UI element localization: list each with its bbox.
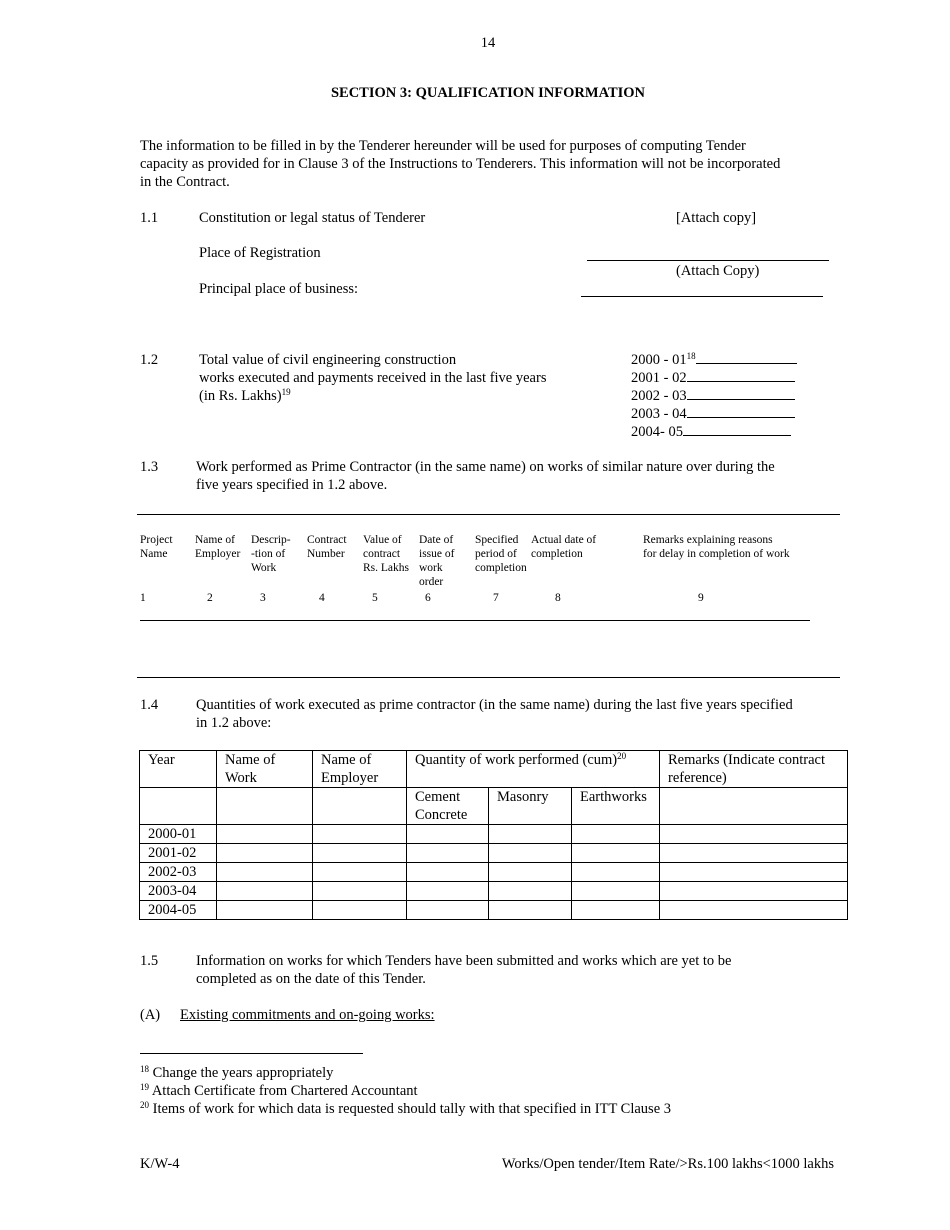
footer-right: Works/Open tender/Item Rate/>Rs.100 lakhs<1000 lakhs: [501, 1156, 834, 1172]
header-name-of-work: [217, 751, 313, 788]
year-label: 2004- 05: [631, 424, 683, 440]
year-cell: 2001-02: [140, 844, 217, 863]
col-number: 8: [555, 592, 561, 604]
col-number: 4: [319, 592, 325, 604]
existing-commitments-heading: Existing commitments and on-going works:: [180, 1007, 435, 1023]
registration-blank-line[interactable]: [587, 260, 829, 261]
col-number: 5: [372, 592, 378, 604]
header-remarks: [660, 751, 848, 788]
footnote-20: [140, 1100, 671, 1118]
table-cell[interactable]: [217, 863, 313, 882]
year-value-row: [631, 351, 797, 369]
col-number: 9: [698, 592, 704, 604]
table-cell[interactable]: [660, 788, 848, 825]
table-cell[interactable]: [572, 901, 660, 920]
table-bottom-rule: [137, 677, 840, 678]
header-line: Name of: [225, 752, 276, 768]
col-header-line: Work: [251, 562, 277, 574]
table-cell[interactable]: [660, 901, 848, 920]
year-cell: 2002-03: [140, 863, 217, 882]
col-header-line: Specified: [475, 534, 519, 546]
year-value-row: [631, 405, 797, 423]
col-header-line: Date of: [419, 534, 454, 546]
year-value-blank[interactable]: [687, 369, 795, 382]
table-cell[interactable]: [313, 788, 407, 825]
table-cell[interactable]: [660, 825, 848, 844]
table-cell[interactable]: [313, 825, 407, 844]
footnote-separator: [140, 1053, 363, 1054]
col-header-line: Name: [140, 548, 168, 560]
table-cell[interactable]: [572, 882, 660, 901]
item-number-1-2: 1.2: [140, 352, 159, 368]
header-line: Remarks (Indicate contract: [668, 752, 826, 768]
quantities-line: Quantities of work executed as prime contractor (in the same name) during the last five years specified: [196, 697, 793, 713]
constitution-label: Constitution or legal status of Tenderer: [199, 210, 426, 226]
quantities-description: [196, 696, 793, 732]
header-line: Work: [225, 770, 257, 786]
col-number: 3: [260, 592, 266, 604]
principal-place-blank-line[interactable]: [581, 296, 823, 297]
year-cell: 2000-01: [140, 825, 217, 844]
table-cell[interactable]: [572, 863, 660, 882]
prime-contractor-line: five years specified in 1.2 above.: [196, 477, 388, 493]
tenders-line: Information on works for which Tenders have been submitted and works which are yet to be: [196, 953, 732, 969]
col-header-contract-number: [307, 533, 347, 561]
tenders-submitted-description: [196, 952, 731, 988]
year-cell: 2003-04: [140, 882, 217, 901]
prime-contractor-description: [196, 458, 775, 494]
principal-place-label: Principal place of business:: [199, 281, 359, 297]
table-cell[interactable]: [217, 788, 313, 825]
header-quantity-text: Quantity of work performed (cum): [415, 752, 618, 768]
col-header-line: contract: [363, 548, 401, 560]
table-cell[interactable]: [572, 825, 660, 844]
year-label: 2002 - 03: [631, 388, 687, 404]
header-line: Cement: [415, 789, 461, 805]
table-cell[interactable]: [313, 844, 407, 863]
col-header-line: for delay in completion of work: [643, 548, 790, 560]
table-cell[interactable]: [572, 844, 660, 863]
table-cell[interactable]: [217, 825, 313, 844]
col-header-remarks: [643, 533, 790, 561]
total-value-line: works executed and payments received in the last five years: [199, 370, 547, 386]
quantities-line: in 1.2 above:: [196, 715, 272, 731]
col-header-actual-date: [531, 533, 596, 561]
year-value-blank[interactable]: [683, 423, 791, 436]
footnote-text: Items of work for which data is requested should tally with that specified in ITT Clause 3: [152, 1101, 672, 1117]
col-header-value-of-contract: [363, 533, 409, 575]
footnote-ref-20: 20: [617, 751, 627, 761]
year-value-blank[interactable]: [687, 405, 795, 418]
header-earthworks: Earthworks: [572, 788, 660, 825]
footnote-18: [140, 1064, 333, 1082]
col-header-line: Name of: [195, 534, 235, 546]
item-number-1-1: 1.1: [140, 210, 159, 226]
col-header-line: Rs. Lakhs: [363, 562, 409, 574]
year-value-row: [631, 387, 797, 405]
year-label: 2000 - 01: [631, 352, 687, 368]
table-header-rule: [140, 620, 810, 621]
header-line: Name of: [321, 752, 372, 768]
total-value-description: [199, 351, 546, 405]
footnote-number: 20: [140, 1100, 149, 1110]
year-cell: 2004-05: [140, 901, 217, 920]
total-value-line-text: (in Rs. Lakhs): [199, 388, 282, 404]
col-header-line: Project: [140, 534, 173, 546]
table-cell[interactable]: [217, 882, 313, 901]
col-header-line: completion: [531, 548, 583, 560]
header-cement-concrete: [407, 788, 489, 825]
table-cell[interactable]: [407, 901, 489, 920]
intro-line: capacity as provided for in Clause 3 of the Instructions to Tenderers. This information will not be incorporated: [140, 156, 781, 172]
intro-line: The information to be filled in by the Tenderer hereunder will be used for purposes of computing Tender: [140, 138, 746, 154]
col-header-line: Contract: [307, 534, 347, 546]
col-header-name-of-employer: [195, 533, 240, 561]
section-title: SECTION 3: QUALIFICATION INFORMATION: [330, 85, 646, 101]
header-year: Year: [140, 751, 217, 788]
table-cell[interactable]: [313, 882, 407, 901]
header-name-of-employer: [313, 751, 407, 788]
col-header-specified-period: [475, 533, 527, 575]
col-header-date-of-issue: [419, 533, 454, 589]
year-label: 2001 - 02: [631, 370, 687, 386]
tenders-line: completed as on the date of this Tender.: [196, 971, 426, 987]
intro-line: in the Contract.: [140, 174, 230, 190]
col-header-line: -tion of: [251, 548, 286, 560]
total-value-line: Total value of civil engineering construction: [199, 352, 457, 368]
attach-copy-note-2: (Attach Copy): [676, 263, 760, 279]
col-header-line: Value of: [363, 534, 402, 546]
table-cell[interactable]: [489, 825, 572, 844]
col-header-line: order: [419, 576, 444, 588]
table-cell[interactable]: [407, 825, 489, 844]
table-cell[interactable]: [217, 844, 313, 863]
col-header-line: period of: [475, 548, 517, 560]
header-masonry: Masonry: [489, 788, 572, 825]
header-line: Concrete: [415, 807, 468, 823]
place-of-registration-label: Place of Registration: [199, 245, 321, 261]
prime-contractor-line: Work performed as Prime Contractor (in the same name) on works of similar nature over during the: [196, 459, 775, 475]
item-number-1-3: 1.3: [140, 459, 159, 475]
col-header-line: Employer: [195, 548, 241, 560]
table-cell[interactable]: [660, 882, 848, 901]
item-number-1-4: 1.4: [140, 697, 159, 713]
quantities-table: [139, 750, 848, 920]
footnote-text: Change the years appropriately: [152, 1065, 334, 1081]
footnote-number: 18: [140, 1064, 149, 1074]
year-value-row: [631, 369, 797, 387]
header-quantity: [407, 751, 660, 788]
year-value-list: [631, 351, 797, 441]
sub-item-label: (A): [140, 1007, 161, 1023]
item-number-1-5: 1.5: [140, 953, 159, 969]
col-header-line: Actual date of: [531, 534, 597, 546]
attach-copy-note: [Attach copy]: [676, 210, 757, 226]
col-header-project-name: [140, 533, 173, 561]
header-line: Employer: [321, 770, 379, 786]
year-value-row: [631, 423, 797, 441]
footnote-ref-18: 18: [686, 351, 696, 361]
col-header-line: work: [419, 562, 443, 574]
footnote-19: [140, 1082, 418, 1100]
col-header-line: Descrip-: [251, 534, 291, 546]
footer-left: K/W-4: [140, 1156, 180, 1172]
table-cell[interactable]: [489, 882, 572, 901]
table-cell[interactable]: [313, 863, 407, 882]
col-header-line: completion: [475, 562, 527, 574]
col-number: 7: [493, 592, 499, 604]
col-number: 2: [207, 592, 213, 604]
table-top-rule: [137, 514, 840, 515]
footnote-ref-19: 19: [281, 387, 291, 397]
table-cell[interactable]: [217, 901, 313, 920]
footnote-number: 19: [140, 1082, 149, 1092]
col-header-line: Remarks explaining reasons: [643, 534, 773, 546]
col-number: 6: [425, 592, 431, 604]
table-cell[interactable]: [489, 863, 572, 882]
table-cell[interactable]: [489, 844, 572, 863]
year-label: 2003 - 04: [631, 406, 687, 422]
col-header-line: issue of: [419, 548, 455, 560]
year-value-blank[interactable]: [696, 351, 797, 364]
table-cell[interactable]: [407, 882, 489, 901]
table-cell[interactable]: [660, 863, 848, 882]
footnote-text: Attach Certificate from Chartered Accountant: [151, 1083, 418, 1099]
table-cell[interactable]: [140, 788, 217, 825]
table-cell[interactable]: [407, 863, 489, 882]
table-cell[interactable]: [407, 844, 489, 863]
table-cell[interactable]: [313, 901, 407, 920]
intro-paragraph: [140, 137, 840, 191]
col-number: 1: [140, 592, 146, 604]
col-header-line: Number: [307, 548, 345, 560]
page-number: 14: [480, 35, 496, 51]
header-line: reference): [668, 770, 727, 786]
table-cell[interactable]: [660, 844, 848, 863]
total-value-line: [199, 387, 546, 405]
table-cell[interactable]: [489, 901, 572, 920]
col-header-description: [251, 533, 291, 575]
year-value-blank[interactable]: [687, 387, 795, 400]
